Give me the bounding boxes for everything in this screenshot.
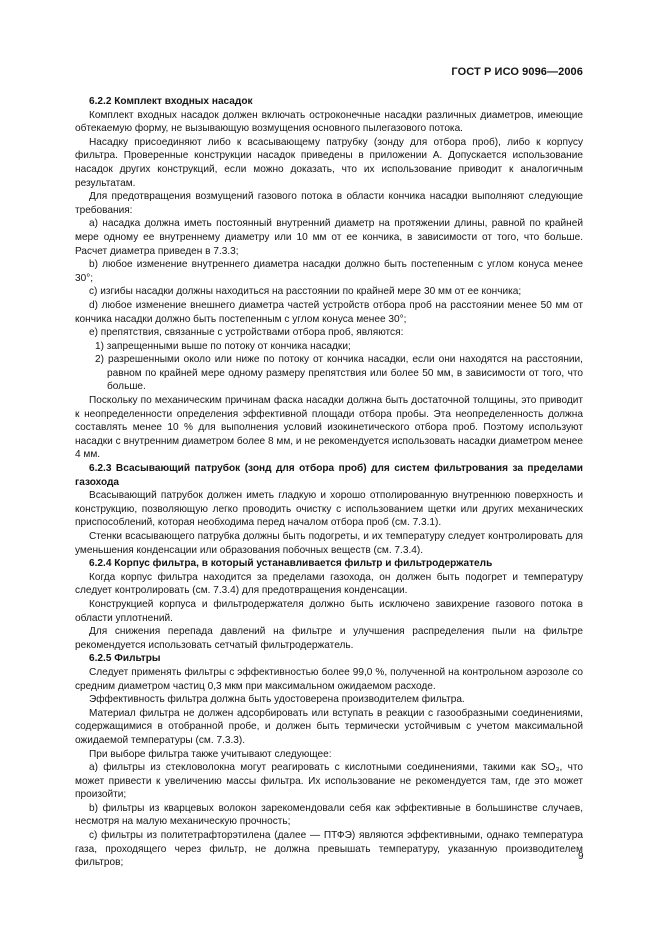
paragraph: Поскольку по механическим причинам фаска насадки должна быть достаточной толщины, это приводит к неопределенности определения эффективной площади отбора пробы. Эта неопределенность должна составлять менее 10 % для выполнения условий изокинетического отбора проб. Поэтому используют насадки с внутренним диаметром более 8 мм, и не рекомендуется использовать насадки диаметром менее 4 мм. [75,395,583,461]
list-item-b: b) фильтры из кварцевых волокон зарекомендовали себя как эффективные в большинстве случаев, несмотря на малую механическую прочность; [75,802,583,828]
list-item-e: е) препятствия, связанные с устройствами отбора проб, являются: [89,327,404,339]
list-item-c: с) изгибы насадки должны находиться на расстоянии по крайней мере 30 мм от ее кончика; [89,286,522,298]
sublist [75,340,583,394]
paragraph: Эффективность фильтра должна быть удостоверена производителем фильтра. [89,694,465,706]
paragraph: Насадку присоединяют либо к всасывающему патрубку (зонду для отбора проб), либо к корпусу фильтра. Проверенные конструкции насадок приведены в приложении А. Допускается использование насадок других конструкций, если можно доказать, что их использование приводит к аналогичным результатам. [75,136,583,189]
section-heading-6-2-5: 6.2.5 Фильтры [89,653,161,665]
paragraph: Следует применять фильтры с эффективностью более 99,0 %, полученной на контрольном аэрозоле со средним диаметром частиц 0,3 мкм при максимальном ожидаемом расходе. [75,666,583,692]
list-item-c: с) фильтры из политетрафторэтилена (далее — ПТФЭ) являются эффективными, однако температура газа, проходящего через фильтр, не должна превышать температуру, указанную производителем фильтров; [75,830,583,869]
paragraph: Стенки всасывающего патрубка должны быть подогреты, и их температуру следует контролировать для уменьшения конденсации или образования побочных веществ (см. 7.3.4). [75,531,583,556]
sublist-item-2: 2) разрешенными около или ниже по потоку от кончика насадки, если они находятся на расстоянии, равном по крайней мере одному размеру препятствия или более 50 мм, в зависимости от того, что больше. [95,354,583,393]
paragraph: Комплект входных насадок должен включать остроконечные насадки различных диаметров, имеющие обтекаемую форму, не вызывающую возмущения основного пылегазового потока. [75,109,583,135]
sublist-item-1: 1) запрещенными выше по потоку от кончика насадки; [95,340,351,352]
paragraph: Когда корпус фильтра находится за пределами газохода, он должен быть подогрет и температуру следует контролировать (см. 7.3.4) для предотвращения конденсации. [75,571,583,597]
list-item-a: а) фильтры из стекловолокна могут реагировать с кислотными соединениями, такими как SO₃, что может привести к увеличению массы фильтра. Их использование не рекомендуется там, где это может произойти; [75,762,583,801]
document-header-code: ГОСТ Р ИСО 9096—2006 [451,66,583,78]
section-heading-6-2-3: 6.2.3 Всасывающий патрубок (зонд для отбора проб) для систем фильтрования за пределами газохода [75,463,583,488]
document-body [75,95,583,870]
list-item-a: а) насадка должна иметь постоянный внутренний диаметр на протяжении длины, равной по крайней мере одному ее внутреннему диаметру или 10 мм от ее кончика, в зависимости от того, что больше. Расчет диаметра приведен в 7.3.3; [75,218,583,257]
section-heading-6-2-4: 6.2.4 Корпус фильтра, в который устанавливается фильтр и фильтродержатель [89,558,493,570]
paragraph: Всасывающий патрубок должен иметь гладкую и хорошо отполированную внутреннюю поверхность и конструкцию, позволяющую легко проводить очистку с использованием щетки или других механических приспособлений, которая необходима перед началом отбора проб (см. 7.3.1). [75,490,583,529]
paragraph: Материал фильтра не должен адсорбировать или вступать в реакции с газообразными соединениями, содержащимися в отобранной пробе, и должен быть термически устойчивым с учетом максимальной ожидаемой температуры (см. 7.3.3). [75,707,583,746]
page-number: 9 [578,851,584,862]
paragraph: При выборе фильтра также учитывают следующее: [89,748,332,760]
paragraph: Для снижения перепада давлений на фильтре и улучшения распределения пыли на фильтре рекомендуется использовать сетчатый фильтродержатель. [75,626,583,651]
paragraph: Для предотвращения возмущений газового потока в области кончика насадки выполняют следующие требования: [75,191,583,216]
list-item-d: d) любое изменение внешнего диаметра частей устройств отбора проб на расстоянии менее 50 мм от кончика насадки должно быть постепенным с углом конуса менее 30°; [75,299,583,325]
list-item-b: b) любое изменение внутреннего диаметра насадки должно быть постепенным с углом конуса менее 30°; [75,259,583,284]
paragraph: Конструкцией корпуса и фильтродержателя должно быть исключено завихрение газового потока в области уплотнений. [75,598,583,624]
section-heading-6-2-2: 6.2.2 Комплект входных насадок [89,96,253,107]
